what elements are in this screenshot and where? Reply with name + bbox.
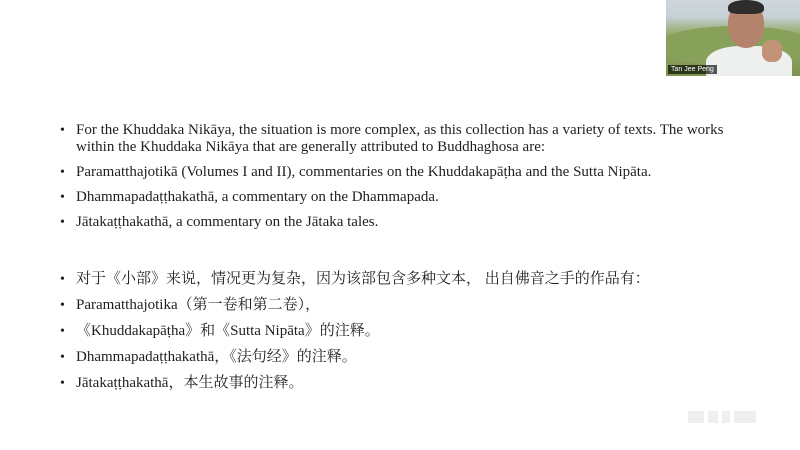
bullet-dot: • [60, 376, 65, 391]
bullet-text: Dhammapadaṭṭhakathā，《法句经》的注释。 [76, 349, 357, 365]
bullet-text: Paramatthajotika（第一卷和第二卷）， [76, 297, 321, 313]
watermark-mark [722, 411, 730, 423]
bullet-dot: • [60, 272, 65, 287]
participant-video-tile[interactable] [666, 0, 800, 76]
bullet-text: For the Khuddaka Nikāya, the situation is more complex, as this collection has a variety of texts. The works within the Khuddaka Nikāya that are generally attributed to Buddhaghosa are: [76, 122, 724, 155]
bullet-text: Jātakaṭṭhakathā, a commentary on the Jātaka tales. [76, 214, 379, 230]
faint-watermark [688, 406, 766, 428]
bullet-dot: • [60, 298, 65, 313]
video-person-hand [762, 40, 782, 62]
chinese-bullet-item [58, 323, 748, 340]
bullet-text: 对于《小部》来说，情况更为复杂，因为该部包含多种文本， 出自佛音之手的作品有： [76, 271, 650, 287]
english-bullet-item [58, 214, 748, 231]
chinese-bullet-list [58, 271, 748, 401]
bullet-dot: • [60, 190, 65, 205]
english-bullet-item [58, 122, 748, 156]
bullet-text: 《Khuddakapāṭha》和《Sutta Nipāta》的注释。 [76, 323, 380, 339]
english-bullet-list [58, 122, 748, 239]
bullet-dot: • [60, 324, 65, 339]
chinese-bullet-item [58, 297, 748, 314]
bullet-text: Paramatthajotikā (Volumes I and II), commentaries on the Khuddakapāṭha and the Sutta Nipāta. [76, 164, 652, 180]
watermark-mark [734, 411, 756, 423]
english-bullet-item [58, 189, 748, 206]
bullet-dot: • [60, 165, 65, 180]
watermark-mark [708, 411, 718, 423]
watermark-mark [688, 411, 704, 423]
video-person-hair [728, 0, 764, 14]
chinese-bullet-item [58, 271, 748, 288]
participant-name-label: Tan Jee Peng [668, 65, 717, 74]
bullet-dot: • [60, 123, 65, 138]
chinese-bullet-item [58, 375, 748, 392]
bullet-text: Dhammapadaṭṭhakathā, a commentary on the Dhammapada. [76, 189, 439, 205]
chinese-bullet-item [58, 349, 748, 366]
bullet-dot: • [60, 215, 65, 230]
bullet-dot: • [60, 350, 65, 365]
english-bullet-item [58, 164, 748, 181]
bullet-text: Jātakaṭṭhakathā，本生故事的注释。 [76, 375, 304, 391]
